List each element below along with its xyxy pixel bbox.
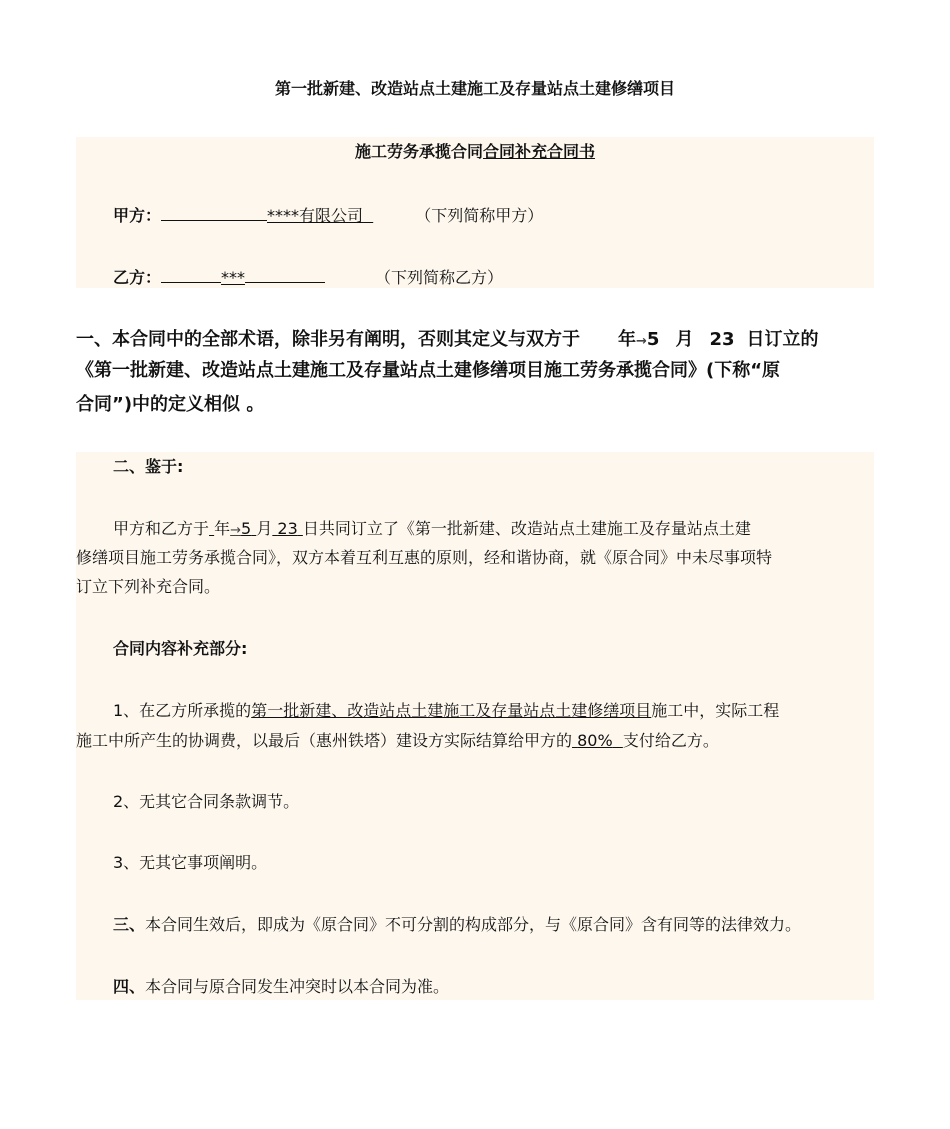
- subtitle-part-b: 合同补充合同书: [483, 142, 596, 161]
- section-3-text: 本合同生效后，即成为《原合同》不可分割的构成部分，与《原合同》含有同等的法律效力。: [145, 915, 802, 934]
- item-1-pct-blank-r: [613, 731, 623, 750]
- party-a-label: 甲方：: [113, 206, 162, 225]
- section-4-label: 四、: [113, 977, 146, 996]
- party-a-row: [113, 203, 543, 227]
- item-1-tail: 施工中，实际工程: [651, 701, 780, 720]
- arrow-icon: →: [636, 334, 647, 349]
- section-1-line-3: 合同”)中的定义相似 。: [76, 394, 265, 415]
- party-a-blank: [161, 203, 267, 221]
- arrow-icon: →: [230, 523, 242, 538]
- section-4: [113, 976, 449, 998]
- supplement-item-2: 2、无其它合同条款调节。: [113, 792, 300, 811]
- party-a-value: ****有限公司: [267, 206, 364, 225]
- party-b-row: [113, 265, 503, 289]
- section-2-intro: 甲方和乙方于: [113, 519, 210, 538]
- item-1-percentage: 80%: [577, 731, 613, 750]
- section-1-line-1: [76, 328, 819, 354]
- section-1-tail: 日订立的: [746, 329, 819, 350]
- section-2-month-num: 5: [241, 519, 252, 538]
- document-title: 第一批新建、改造站点土建施工及存量站点土建修缮项目: [274, 79, 675, 98]
- supplement-item-1-line-2: [76, 730, 719, 752]
- section-2-tail: 日共同订立了《第一批新建、改造站点土建施工及存量站点土建: [302, 519, 751, 538]
- item-1-intro: 1、在乙方所承揽的: [113, 701, 252, 720]
- section-3: [113, 914, 801, 936]
- section-2-line-1: [113, 518, 751, 542]
- party-b-blank-left: [161, 265, 221, 283]
- section-3-label: 三、: [113, 915, 146, 934]
- party-b-value: ***: [221, 268, 246, 287]
- party-b-label: 乙方：: [113, 268, 162, 287]
- section-2-year: 年: [214, 519, 231, 538]
- document-subtitle: [0, 141, 950, 163]
- supplement-item-1-line-1: [113, 700, 779, 722]
- section-4-text: 本合同与原合同发生冲突时以本合同为准。: [145, 977, 450, 996]
- section-1-month: 月: [675, 329, 694, 350]
- section-2-heading: 二、鉴于:: [113, 457, 184, 476]
- party-b-blank-right: [245, 265, 325, 283]
- section-2-day-num: 23: [277, 519, 298, 538]
- party-a-underline-tail: [363, 206, 373, 225]
- supplement-item-3: 3、无其它事项阐明。: [113, 853, 268, 872]
- section-2-month: 月: [256, 519, 273, 538]
- section-2-line-2: 修缮项目施工劳务承揽合同》，双方本着互利互惠的原则，经和谐协商，就《原合同》中未尽事项特: [76, 548, 773, 567]
- supplement-heading: 合同内容补充部分:: [113, 639, 248, 658]
- party-b-note: （下列简称乙方）: [375, 268, 504, 287]
- section-1-year: 年: [618, 329, 636, 350]
- item-1-project: 第一批新建、改造站点土建施工及存量站点土建修缮项目: [251, 701, 652, 720]
- section-1-month-num: 5: [646, 329, 660, 350]
- item-1-cont: 施工中所产生的协调费，以最后（惠州铁塔）建设方实际结算给甲方的: [76, 731, 573, 750]
- section-1-line-2: 《第一批新建、改造站点土建施工及存量站点土建修缮项目施工劳务承揽合同》(下称“原: [76, 360, 781, 381]
- section-1-intro: 一、本合同中的全部术语，除非另有阐明，否则其定义与双方于: [76, 329, 580, 350]
- party-a-note: （下列简称甲方）: [415, 206, 544, 225]
- section-2-line-3: 订立下列补充合同。: [76, 577, 221, 596]
- section-1-day-num: 23: [709, 329, 735, 350]
- subtitle-part-a: 施工劳务承揽合同: [354, 142, 483, 161]
- item-1-end: 支付给乙方。: [622, 731, 719, 750]
